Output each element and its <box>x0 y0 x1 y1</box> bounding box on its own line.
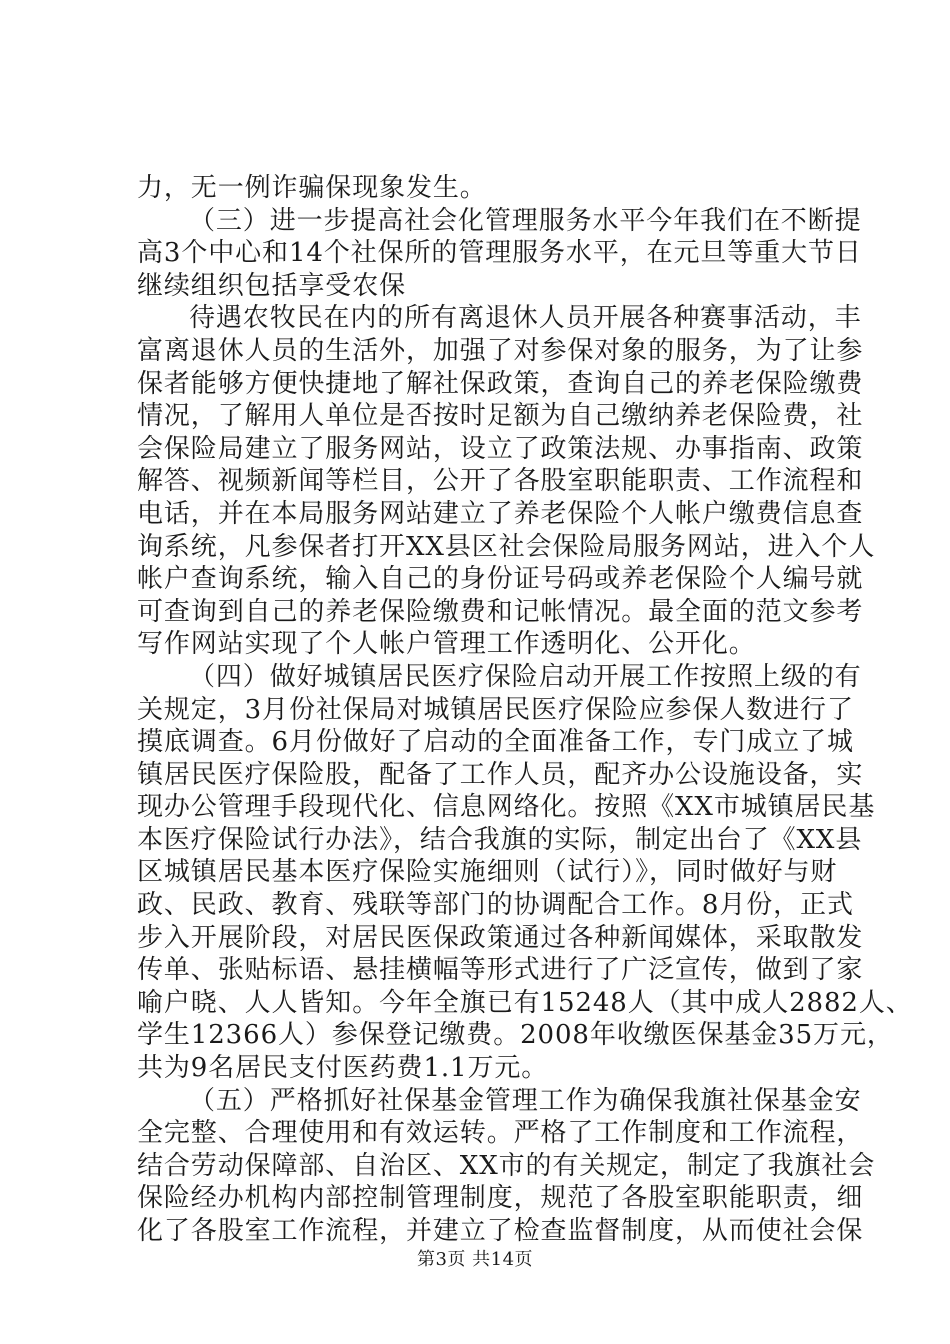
text-line: 传单、张贴标语、悬挂横幅等形式进行了广泛宣传，做到了家 <box>137 955 864 986</box>
text-line: 高3个中心和14个社保所的管理服务水平，在元旦等重大节日 <box>137 238 862 269</box>
document-body <box>137 172 913 1248</box>
text-line: 学生12366人）参保登记缴费。2008年收缴医保基金35万元， <box>137 1020 894 1051</box>
text-line: 解答、视频新闻等栏目，公开了各股室职能职责、工作流程和 <box>137 466 864 497</box>
text-line: 喻户晓、人人皆知。今年全旗已有15248人（其中成人2882人、 <box>137 987 913 1018</box>
text-line: 电话，并在本局服务网站建立了养老保险个人帐户缴费信息查 <box>137 498 864 529</box>
text-line: 摸底调查。6月份做好了启动的全面准备工作，专门成立了城 <box>137 727 854 758</box>
paragraph-start-line: （三）进一步提高社会化管理服务水平今年我们在不断提 <box>189 205 862 236</box>
text-line: 步入开展阶段，对居民医保政策通过各种新闻媒体，采取散发 <box>137 922 864 953</box>
text-line: 力，无一例诈骗保现象发生。 <box>137 173 487 203</box>
text-line: 会保险局建立了服务网站，设立了政策法规、办事指南、政策 <box>137 433 864 464</box>
paragraph-start-line: （四）做好城镇居民医疗保险启动开展工作按照上级的有 <box>189 661 862 692</box>
text-line: 共为9名居民支付医药费1.1万元。 <box>137 1053 549 1084</box>
text-line: 关规定，3月份社保局对城镇居民医疗保险应参保人数进行了 <box>137 694 854 725</box>
paragraph-start-line: 待遇农牧民在内的所有离退休人员开展各种赛事活动，丰 <box>189 303 862 334</box>
text-line: 保险经办机构内部控制管理制度，规范了各股室职能职责，细 <box>137 1183 864 1214</box>
text-line: 询系统，凡参保者打开XX县区社会保险局服务网站，进入个人 <box>137 531 876 562</box>
text-line: 继续组织包括享受农保 <box>137 270 407 301</box>
page-number-footer: 第3页 共14页 <box>416 1249 534 1270</box>
text-line: 保者能够方便快捷地了解社保政策，查询自己的养老保险缴费 <box>137 368 864 399</box>
text-line: 镇居民医疗保险股，配备了工作人员，配齐办公设施设备，实 <box>137 759 864 790</box>
text-line: 富离退休人员的生活外，加强了对参保对象的服务，为了让参 <box>137 335 864 366</box>
text-line: 帐户查询系统，输入自己的身份证号码或养老保险个人编号就 <box>137 564 864 595</box>
text-line: 现办公管理手段现代化、信息网络化。按照《XX市城镇居民基 <box>137 792 876 823</box>
text-line: 区城镇居民基本医疗保险实施细则（试行）》，同时做好与财 <box>137 857 838 888</box>
text-line: 情况，了解用人单位是否按时足额为自己缴纳养老保险费，社 <box>137 401 864 432</box>
text-line: 化了各股室工作流程，并建立了检查监督制度，从而使社会保 <box>137 1216 864 1246</box>
text-line: 可查询到自己的养老保险缴费和记帐情况。最全面的范文参考 <box>137 596 864 627</box>
text-line: 全完整、合理使用和有效运转。严格了工作制度和工作流程， <box>137 1118 864 1149</box>
paragraph-start-line: （五）严格抓好社保基金管理工作为确保我旗社保基金安 <box>189 1085 862 1116</box>
text-line: 本医疗保险试行办法》，结合我旗的实际，制定出台了《XX县 <box>137 824 863 855</box>
text-line: 政、民政、教育、残联等部门的协调配合工作。8月份，正式 <box>137 890 854 921</box>
text-line: 结合劳动保障部、自治区、XX市的有关规定，制定了我旗社会 <box>137 1150 876 1181</box>
text-line: 写作网站实现了个人帐户管理工作透明化、公开化。 <box>137 629 756 660</box>
